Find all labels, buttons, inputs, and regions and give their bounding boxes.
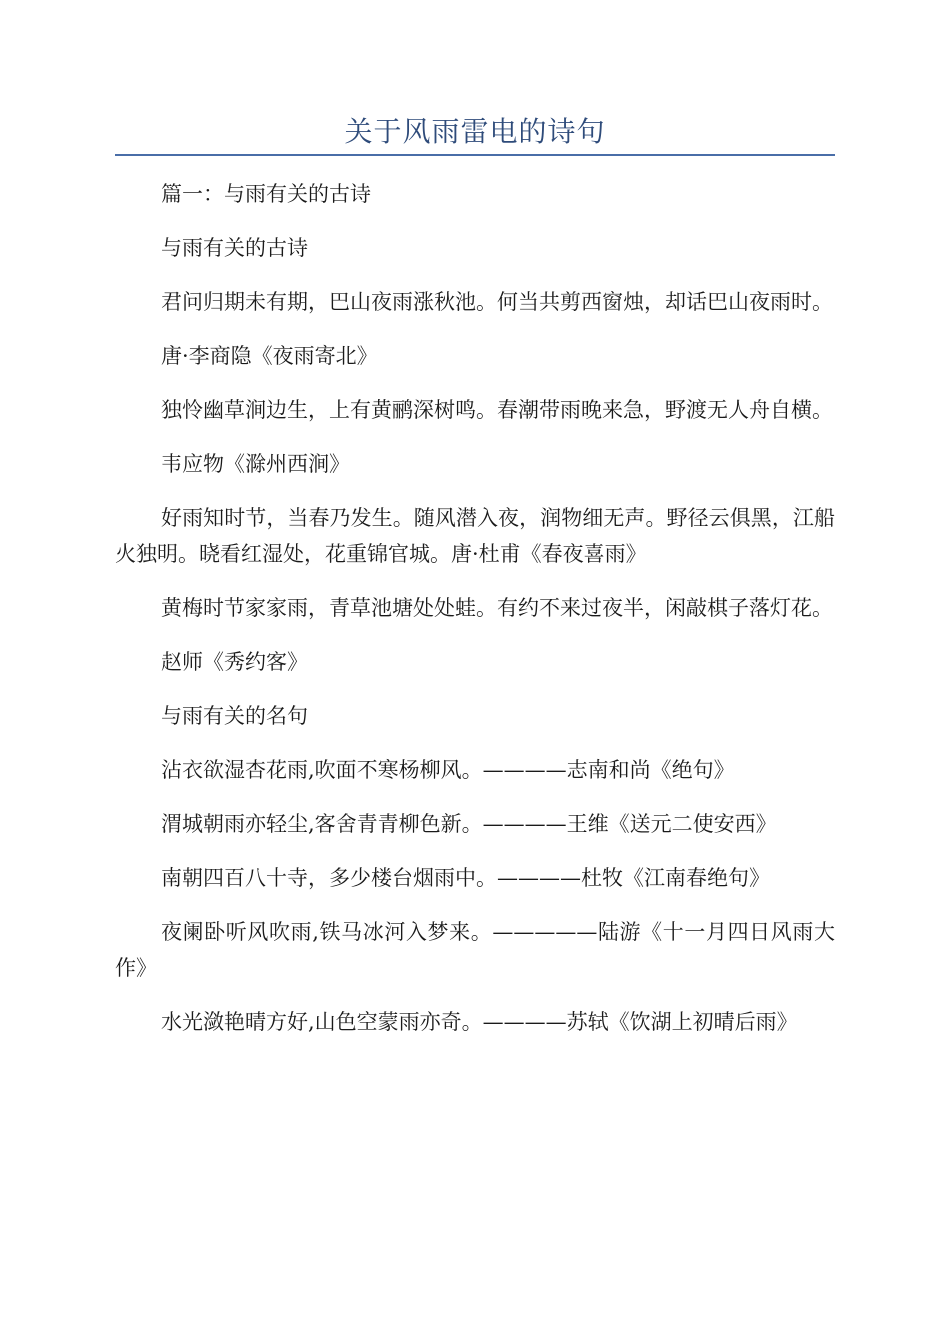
document-title: 关于风雨雷电的诗句 bbox=[344, 115, 606, 148]
section-heading: 篇一：与雨有关的古诗 bbox=[161, 182, 371, 206]
subheading-quotes: 与雨有关的名句 bbox=[161, 704, 308, 728]
document-body bbox=[115, 176, 835, 1058]
quote-line: 沾衣欲湿杏花雨,吹面不寒杨柳风。————志南和尚《绝句》 bbox=[161, 758, 735, 782]
poem-attribution: 唐·李商隐《夜雨寄北》 bbox=[161, 344, 378, 368]
quote-line: 夜阑卧听风吹雨,铁马冰河入梦来。—————陆游《十一月四日风雨大作》 bbox=[115, 920, 835, 980]
quote-line: 渭城朝雨亦轻尘,客舍青青柳色新。————王维《送元二使安西》 bbox=[161, 812, 777, 836]
title-underline bbox=[115, 154, 835, 156]
poem-attribution: 韦应物《滁州西涧》 bbox=[161, 452, 350, 476]
poem-text: 君问归期未有期，巴山夜雨涨秋池。何当共剪西窗烛，却话巴山夜雨时。 bbox=[161, 290, 833, 314]
quote-line: 水光潋艳晴方好,山色空蒙雨亦奇。————苏轼《饮湖上初晴后雨》 bbox=[161, 1010, 798, 1034]
subheading-poems: 与雨有关的古诗 bbox=[161, 236, 308, 260]
poem-text: 好雨知时节，当春乃发生。随风潜入夜，润物细无声。野径云俱黑，江船火独明。晓看红湿处，花重锦官城。唐·杜甫《春夜喜雨》 bbox=[115, 506, 835, 566]
poem-text: 独怜幽草涧边生，上有黄鹂深树鸣。春潮带雨晚来急，野渡无人舟自横。 bbox=[161, 398, 833, 422]
poem-text: 黄梅时节家家雨，青草池塘处处蛙。有约不来过夜半，闲敲棋子落灯花。 bbox=[161, 596, 833, 620]
poem-attribution: 赵师《秀约客》 bbox=[161, 650, 308, 674]
quote-line: 南朝四百八十寺，多少楼台烟雨中。————杜牧《江南春绝句》 bbox=[161, 866, 770, 890]
